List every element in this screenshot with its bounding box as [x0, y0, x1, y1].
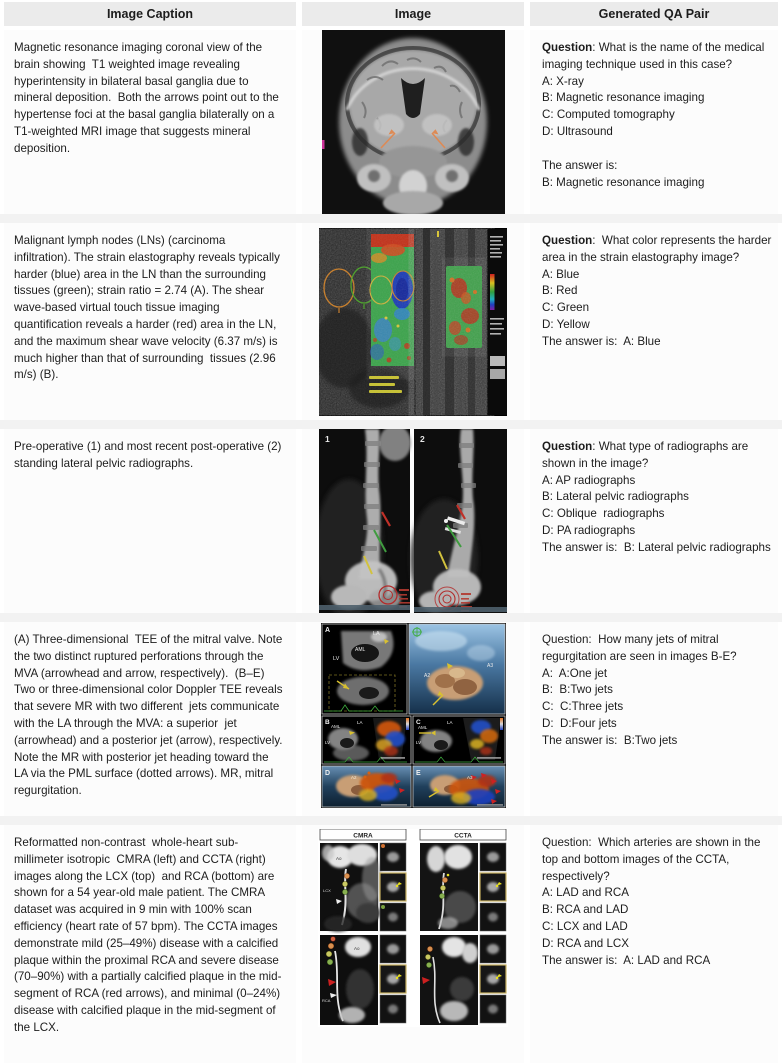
option-c: C: LCX and LAD: [542, 919, 628, 933]
answer-text: B: Magnetic resonance imaging: [542, 175, 705, 189]
cmra-label: CMRA: [353, 832, 373, 840]
aml-label: AML: [330, 724, 340, 729]
lcx-label: LCX: [323, 888, 331, 893]
ao-label: Ao: [336, 856, 342, 861]
answer-prefix: The answer is:: [542, 158, 618, 172]
qa-cell-row5: [530, 825, 778, 1063]
image-cell-row3: [302, 429, 524, 613]
panel-e: [413, 766, 505, 807]
answer-text: The answer is: A: Blue: [542, 334, 661, 348]
panel-3d-valve: [409, 624, 505, 714]
panel-label-d: D: [324, 770, 330, 777]
option-a: A: X-ray: [542, 74, 584, 88]
lv-label: LV: [332, 656, 339, 662]
panel-label-c: C: [415, 719, 421, 726]
option-c: C: C:Three jets: [542, 700, 624, 714]
question-text: Question: What color represents the harder area in the strain elastography image?: [542, 234, 775, 264]
aml-label: AML: [354, 647, 365, 653]
elastography-image: [319, 228, 507, 416]
option-b: B: Red: [542, 284, 578, 298]
tee-doppler-image: [321, 623, 506, 808]
caption-row4: (A) Three-dimensional TEE of the mitral valve. Note the two distinct ruptured perforations through the MVA (arrowhead and arrow, respectively). (B–E) Two or three-dimensional color Doppler TEE reveals that severe MR with two different jets communicate with the LA through the MVA: a superior jet (arrowhead) and a posterior jet (arrow), respectively. Note the MR with posterior jet heading toward the LA via the PML surface (dotted arrows). MR, mitral regurgitation.: [4, 622, 296, 816]
image-cell-row4: [302, 622, 524, 816]
cmra-rca-panel: [320, 935, 378, 1025]
la-label: LA: [372, 631, 380, 637]
option-c: C: Oblique radiographs: [542, 507, 665, 521]
caption-row5: Reformatted non-contrast whole-heart sub-millimeter isotropic CMRA (left) and CCTA (right) images along the LCX (top) and RCA (bottom) are shown for a 54 year-old male patient. The CMRA dataset was acquired in 9 min with 100% scan efficiency (heart rate of 57 bpm). The CCTA images demonstrate mild (25–49%) disease with a calcified plaque within the proximal RCA and severe disease (70–90%) with a partially calcified plaque in the mid-segment of RCA (red arrows), and minimal (0–24%) disease with calcified plaque in the mid-segment of the LCX.: [4, 825, 296, 1063]
radiographs-image: [319, 429, 507, 613]
option-b: B: Lateral pelvic radiographs: [542, 490, 689, 504]
question-text: Question: What is the name of the medical imaging technique used in this case?: [542, 41, 768, 71]
option-b: B: Magnetic resonance imaging: [542, 91, 705, 105]
qa-cell-row3: [530, 429, 778, 613]
caption-row3: Pre-operative (1) and most recent post-operative (2) standing lateral pelvic radiographs.: [4, 429, 296, 613]
la-label: LA: [446, 720, 453, 725]
answer-text: The answer is: A: LAD and RCA: [542, 953, 711, 967]
table-row: [0, 825, 782, 1063]
answer-text: The answer is: B: Lateral pelvic radiographs: [542, 540, 771, 554]
panel-number-2: 2: [420, 434, 425, 444]
table-row: [0, 223, 782, 420]
panel-label-e: E: [415, 770, 421, 777]
table-row: [0, 30, 782, 214]
question-text: Question: How many jets of mitral regurgitation are seen in images B-E?: [542, 633, 737, 663]
image-cell-row5: [302, 825, 524, 1063]
table-row: [0, 429, 782, 613]
option-c: C: Green: [542, 301, 590, 315]
option-a: A: A:One jet: [542, 666, 608, 680]
lv-label: LV: [415, 740, 421, 745]
image-cell-row1: [302, 30, 524, 214]
ccta-lcx-insets: [480, 843, 506, 931]
caption-row1: Magnetic resonance imaging coronal view of the brain showing T1 weighted image revealing hyperintensity in bilateral basal ganglia due to mineral deposition. Both the arrows point out to the hypertense foci at the basal ganglia bilaterally on a T1-weighted MRI image that suggests mineral deposition.: [4, 30, 296, 214]
a3-label: A3: [466, 775, 473, 780]
qa-cell-row2: [530, 223, 778, 420]
question-text: Question: Which arteries are shown in the top and bottom images of the CCTA, respectively?: [542, 836, 764, 883]
ccta-rca-insets: [480, 935, 506, 1023]
qa-cell-row4: [530, 622, 778, 816]
rca-label: RCA: [322, 998, 331, 1003]
panel-d: [322, 766, 411, 807]
qa-cell-row1: [530, 30, 778, 214]
header-generated-qa-pair: Generated QA Pair: [530, 2, 778, 26]
option-d: D: PA radiographs: [542, 523, 636, 537]
option-d: D: Yellow: [542, 317, 590, 331]
panel-label-a: A: [324, 627, 330, 634]
cmra-lcx-insets: [380, 843, 406, 931]
cmra-rca-insets: [380, 935, 406, 1023]
brain-mri-image: [322, 30, 505, 214]
image-cell-row2: [302, 223, 524, 420]
option-b: B: B:Two jets: [542, 683, 613, 697]
option-c: C: Computed tomography: [542, 108, 675, 122]
a3-label: A3: [486, 663, 493, 669]
cmra-lcx-panel: [320, 843, 382, 932]
ao-label: Ao: [354, 946, 360, 951]
header-row: [0, 2, 782, 26]
table-row: [0, 622, 782, 816]
ccta-label: CCTA: [454, 832, 472, 840]
colorbar: [490, 274, 495, 310]
header-image-caption: Image Caption: [4, 2, 296, 26]
panel-label-b: B: [324, 719, 330, 726]
panel-number-1: 1: [325, 434, 330, 444]
a2-label: A2: [350, 775, 357, 780]
lv-label: LV: [324, 740, 330, 745]
option-d: D: D:Four jets: [542, 716, 617, 730]
aml-label: AML: [417, 725, 427, 730]
option-d: D: Ultrasound: [542, 124, 613, 138]
strain-colormap: [370, 234, 414, 366]
answer-text: The answer is: B:Two jets: [542, 733, 678, 747]
a2-label: A2: [423, 673, 430, 679]
option-a: A: AP radiographs: [542, 473, 636, 487]
question-text: Question: What type of radiographs are shown in the image?: [542, 440, 752, 470]
header-image: Image: [302, 2, 524, 26]
ccta-lcx-panel: [420, 843, 478, 931]
option-b: B: RCA and LAD: [542, 903, 629, 917]
ccta-rca-panel: [420, 935, 478, 1025]
option-a: A: Blue: [542, 267, 580, 281]
la-label: LA: [356, 720, 363, 725]
option-a: A: LAD and RCA: [542, 886, 629, 900]
shearwave-colormap: [446, 266, 482, 348]
caption-row2: Malignant lymph nodes (LNs) (carcinoma infiltration). The strain elastography reveals typically harder (blue) area in the LN than the surrounding tissues (green); strain ratio = 2.74 (A). The shear wave-based virtual touch tissue imaging quantification reveals a harder (red) area in the LN, and the maximum shear wave velocity (6.37 m/s) is much higher than that of surrounding tissues (2.96 m/s) (B).: [4, 223, 296, 420]
option-d: D: RCA and LCX: [542, 936, 629, 950]
cmra-ccta-image: [318, 829, 508, 1027]
